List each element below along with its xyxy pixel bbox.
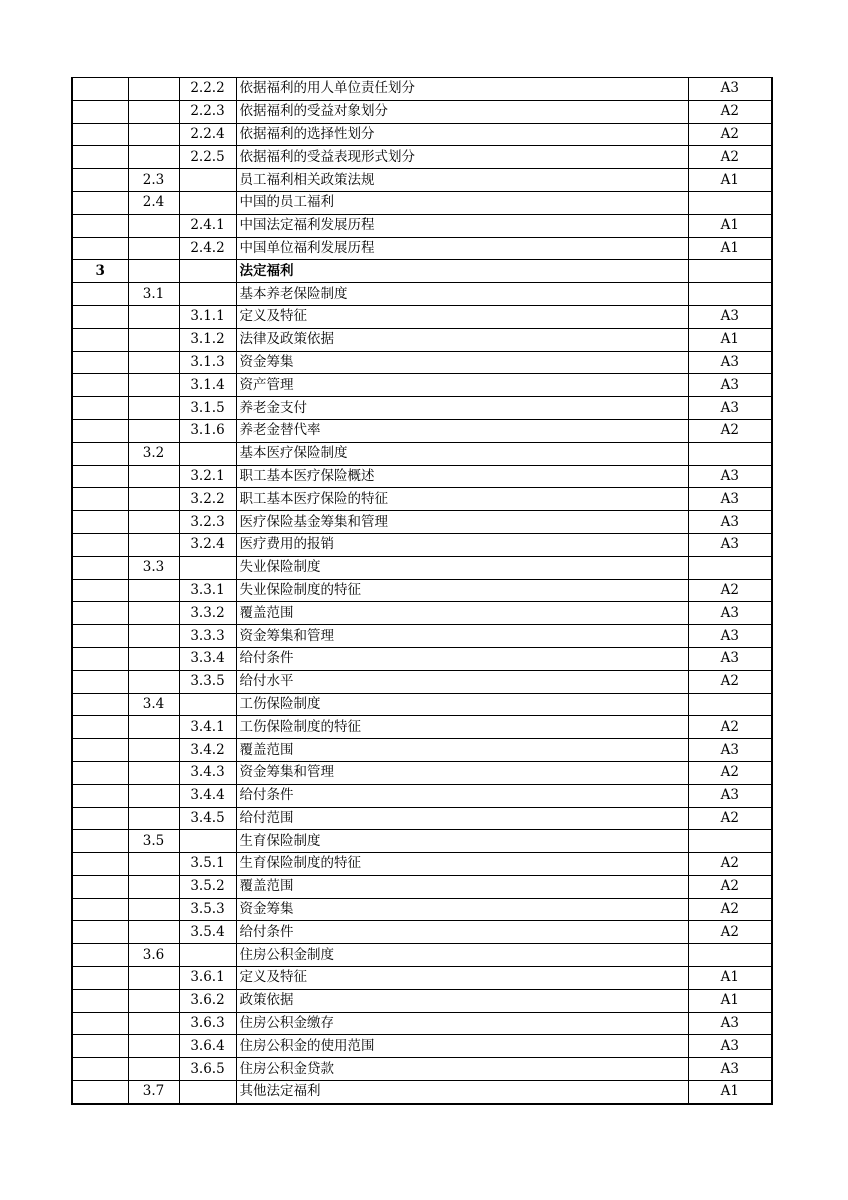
subsection-number-cell: 3.2.3 (179, 511, 236, 534)
section-number-cell (128, 784, 179, 807)
grade-level-cell: A2 (688, 921, 772, 944)
table-row (72, 1012, 772, 1035)
table-row (72, 830, 772, 853)
section-number-cell (128, 100, 179, 123)
subsection-number-cell: 3.3.4 (179, 647, 236, 670)
topic-text-cell: 中国单位福利发展历程 (236, 237, 688, 260)
grade-level-cell: A1 (688, 237, 772, 260)
chapter-number-cell (72, 944, 128, 967)
table-row (72, 921, 772, 944)
grade-level-cell: A2 (688, 875, 772, 898)
grade-level-cell: A1 (688, 214, 772, 237)
grade-level-cell: A2 (688, 670, 772, 693)
table-row (72, 237, 772, 260)
chapter-number-cell (72, 283, 128, 306)
grade-level-cell: A1 (688, 169, 772, 192)
chapter-number-cell (72, 670, 128, 693)
topic-text-cell: 覆盖范围 (236, 875, 688, 898)
topic-text-cell: 资金筹集 (236, 351, 688, 374)
subsection-number-cell: 3.4.5 (179, 807, 236, 830)
subsection-number-cell: 3.6.2 (179, 989, 236, 1012)
chapter-number-cell (72, 442, 128, 465)
table-row (72, 123, 772, 146)
chapter-number-cell (72, 761, 128, 784)
chapter-number-cell (72, 853, 128, 876)
chapter-number-cell (72, 693, 128, 716)
subsection-number-cell: 3.6.1 (179, 967, 236, 990)
table-row (72, 305, 772, 328)
grade-level-cell: A2 (688, 853, 772, 876)
topic-text-cell: 生育保险制度 (236, 830, 688, 853)
section-number-cell (128, 875, 179, 898)
chapter-number-cell (72, 739, 128, 762)
topic-text-cell: 依据福利的受益对象划分 (236, 100, 688, 123)
chapter-number-cell (72, 351, 128, 374)
grade-level-cell: A3 (688, 465, 772, 488)
subsection-number-cell: 3.2.2 (179, 488, 236, 511)
grade-level-cell: A2 (688, 100, 772, 123)
chapter-number-cell (72, 830, 128, 853)
subsection-number-cell: 3.5.4 (179, 921, 236, 944)
topic-text-cell: 给付条件 (236, 921, 688, 944)
table-row (72, 670, 772, 693)
table-row (72, 647, 772, 670)
grade-level-cell: A2 (688, 807, 772, 830)
section-number-cell (128, 739, 179, 762)
table-row (72, 374, 772, 397)
subsection-number-cell: 3.5.2 (179, 875, 236, 898)
table-row (72, 351, 772, 374)
chapter-number-cell (72, 305, 128, 328)
topic-text-cell: 养老金支付 (236, 397, 688, 420)
subsection-number-cell: 3.1.6 (179, 419, 236, 442)
section-number-cell (128, 78, 179, 101)
subsection-number-cell: 2.2.4 (179, 123, 236, 146)
chapter-number-cell (72, 647, 128, 670)
subsection-number-cell: 3.1.5 (179, 397, 236, 420)
subsection-number-cell: 2.4.1 (179, 214, 236, 237)
chapter-number-cell: 3 (72, 260, 128, 283)
section-number-cell: 3.1 (128, 283, 179, 306)
section-number-cell (128, 761, 179, 784)
grade-level-cell: A3 (688, 1012, 772, 1035)
chapter-number-cell (72, 716, 128, 739)
section-number-cell (128, 237, 179, 260)
table-row (72, 328, 772, 351)
chapter-number-cell (72, 237, 128, 260)
table-row (72, 419, 772, 442)
table-row (72, 191, 772, 214)
table-row (72, 442, 772, 465)
grade-level-cell: A3 (688, 1058, 772, 1081)
subsection-number-cell (179, 556, 236, 579)
grade-level-cell (688, 830, 772, 853)
section-number-cell: 3.2 (128, 442, 179, 465)
chapter-number-cell (72, 1081, 128, 1104)
table-row (72, 465, 772, 488)
grade-level-cell: A3 (688, 305, 772, 328)
topic-text-cell: 医疗费用的报销 (236, 533, 688, 556)
table-row (72, 169, 772, 192)
chapter-number-cell (72, 374, 128, 397)
subsection-number-cell: 2.4.2 (179, 237, 236, 260)
grade-level-cell: A1 (688, 967, 772, 990)
topic-text-cell: 资金筹集 (236, 898, 688, 921)
table-row (72, 807, 772, 830)
subsection-number-cell (179, 442, 236, 465)
table-row (72, 944, 772, 967)
chapter-number-cell (72, 465, 128, 488)
topic-text-cell: 法定福利 (236, 260, 688, 283)
section-number-cell (128, 374, 179, 397)
topic-text-cell: 员工福利相关政策法规 (236, 169, 688, 192)
table-row (72, 875, 772, 898)
subsection-number-cell: 3.4.2 (179, 739, 236, 762)
section-number-cell (128, 465, 179, 488)
section-number-cell (128, 146, 179, 169)
section-number-cell: 3.4 (128, 693, 179, 716)
section-number-cell (128, 1012, 179, 1035)
grade-level-cell: A3 (688, 533, 772, 556)
subsection-number-cell: 3.5.1 (179, 853, 236, 876)
table-row (72, 488, 772, 511)
chapter-number-cell (72, 784, 128, 807)
topic-text-cell: 住房公积金的使用范围 (236, 1035, 688, 1058)
subsection-number-cell (179, 260, 236, 283)
topic-text-cell: 资产管理 (236, 374, 688, 397)
chapter-number-cell (72, 100, 128, 123)
chapter-number-cell (72, 807, 128, 830)
section-number-cell (128, 921, 179, 944)
section-number-cell (128, 397, 179, 420)
chapter-number-cell (72, 625, 128, 648)
subsection-number-cell: 3.3.5 (179, 670, 236, 693)
grade-level-cell: A3 (688, 739, 772, 762)
section-number-cell (128, 647, 179, 670)
chapter-number-cell (72, 397, 128, 420)
grade-level-cell: A3 (688, 647, 772, 670)
subsection-number-cell: 2.2.2 (179, 78, 236, 101)
table-row (72, 579, 772, 602)
chapter-number-cell (72, 488, 128, 511)
topic-text-cell: 中国的员工福利 (236, 191, 688, 214)
chapter-number-cell (72, 511, 128, 534)
section-number-cell: 3.3 (128, 556, 179, 579)
table-row (72, 100, 772, 123)
table-row (72, 967, 772, 990)
section-number-cell (128, 123, 179, 146)
subsection-number-cell: 3.4.1 (179, 716, 236, 739)
grade-level-cell: A1 (688, 989, 772, 1012)
subsection-number-cell: 3.1.4 (179, 374, 236, 397)
subsection-number-cell: 3.6.3 (179, 1012, 236, 1035)
topic-text-cell: 政策依据 (236, 989, 688, 1012)
grade-level-cell: A1 (688, 1081, 772, 1104)
section-number-cell (128, 625, 179, 648)
grade-level-cell (688, 944, 772, 967)
topic-text-cell: 覆盖范围 (236, 739, 688, 762)
table-row (72, 739, 772, 762)
topic-text-cell: 给付水平 (236, 670, 688, 693)
grade-level-cell (688, 260, 772, 283)
subsection-number-cell (179, 283, 236, 306)
subsection-number-cell (179, 830, 236, 853)
table-row (72, 989, 772, 1012)
grade-level-cell (688, 693, 772, 716)
subsection-number-cell: 3.2.1 (179, 465, 236, 488)
table-row (72, 761, 772, 784)
chapter-number-cell (72, 533, 128, 556)
chapter-number-cell (72, 556, 128, 579)
topic-text-cell: 职工基本医疗保险的特征 (236, 488, 688, 511)
subsection-number-cell (179, 944, 236, 967)
chapter-number-cell (72, 328, 128, 351)
subsection-number-cell: 3.3.1 (179, 579, 236, 602)
syllabus-table-body (72, 78, 772, 1104)
table-row (72, 716, 772, 739)
subsection-number-cell: 3.1.2 (179, 328, 236, 351)
grade-level-cell (688, 191, 772, 214)
subsection-number-cell: 3.4.3 (179, 761, 236, 784)
table-row (72, 625, 772, 648)
chapter-number-cell (72, 1012, 128, 1035)
subsection-number-cell (179, 191, 236, 214)
table-row (72, 602, 772, 625)
table-row (72, 784, 772, 807)
table-row (72, 260, 772, 283)
table-row (72, 1081, 772, 1104)
section-number-cell (128, 716, 179, 739)
section-number-cell (128, 305, 179, 328)
grade-level-cell: A3 (688, 78, 772, 101)
table-row (72, 1035, 772, 1058)
chapter-number-cell (72, 214, 128, 237)
grade-level-cell: A2 (688, 579, 772, 602)
section-number-cell (128, 1058, 179, 1081)
subsection-number-cell: 3.2.4 (179, 533, 236, 556)
section-number-cell: 3.6 (128, 944, 179, 967)
grade-level-cell: A2 (688, 419, 772, 442)
table-row (72, 511, 772, 534)
subsection-number-cell: 3.5.3 (179, 898, 236, 921)
section-number-cell (128, 1035, 179, 1058)
grade-level-cell: A3 (688, 511, 772, 534)
chapter-number-cell (72, 191, 128, 214)
topic-text-cell: 给付条件 (236, 784, 688, 807)
section-number-cell (128, 898, 179, 921)
topic-text-cell: 职工基本医疗保险概述 (236, 465, 688, 488)
grade-level-cell: A2 (688, 898, 772, 921)
table-row (72, 283, 772, 306)
topic-text-cell: 依据福利的选择性划分 (236, 123, 688, 146)
topic-text-cell: 中国法定福利发展历程 (236, 214, 688, 237)
grade-level-cell: A3 (688, 784, 772, 807)
subsection-number-cell: 3.3.3 (179, 625, 236, 648)
topic-text-cell: 住房公积金贷款 (236, 1058, 688, 1081)
section-number-cell (128, 488, 179, 511)
topic-text-cell: 给付范围 (236, 807, 688, 830)
grade-level-cell: A1 (688, 328, 772, 351)
topic-text-cell: 资金筹集和管理 (236, 761, 688, 784)
chapter-number-cell (72, 579, 128, 602)
table-row (72, 214, 772, 237)
grade-level-cell: A3 (688, 625, 772, 648)
table-row (72, 397, 772, 420)
chapter-number-cell (72, 419, 128, 442)
topic-text-cell: 依据福利的用人单位责任划分 (236, 78, 688, 101)
table-row (72, 146, 772, 169)
subsection-number-cell (179, 169, 236, 192)
grade-level-cell: A3 (688, 374, 772, 397)
topic-text-cell: 生育保险制度的特征 (236, 853, 688, 876)
topic-text-cell: 住房公积金缴存 (236, 1012, 688, 1035)
grade-level-cell: A3 (688, 602, 772, 625)
topic-text-cell: 基本养老保险制度 (236, 283, 688, 306)
table-row (72, 556, 772, 579)
subsection-number-cell: 3.3.2 (179, 602, 236, 625)
subsection-number-cell: 2.2.5 (179, 146, 236, 169)
subsection-number-cell (179, 1081, 236, 1104)
grade-level-cell: A2 (688, 761, 772, 784)
topic-text-cell: 给付条件 (236, 647, 688, 670)
subsection-number-cell: 3.1.1 (179, 305, 236, 328)
subsection-number-cell: 3.6.5 (179, 1058, 236, 1081)
section-number-cell (128, 351, 179, 374)
grade-level-cell: A3 (688, 397, 772, 420)
topic-text-cell: 住房公积金制度 (236, 944, 688, 967)
syllabus-table (71, 77, 773, 1105)
chapter-number-cell (72, 875, 128, 898)
section-number-cell (128, 853, 179, 876)
grade-level-cell (688, 556, 772, 579)
chapter-number-cell (72, 146, 128, 169)
topic-text-cell: 定义及特征 (236, 305, 688, 328)
section-number-cell: 3.5 (128, 830, 179, 853)
grade-level-cell: A3 (688, 488, 772, 511)
topic-text-cell: 失业保险制度的特征 (236, 579, 688, 602)
table-row (72, 1058, 772, 1081)
subsection-number-cell: 3.4.4 (179, 784, 236, 807)
subsection-number-cell: 3.1.3 (179, 351, 236, 374)
grade-level-cell (688, 442, 772, 465)
grade-level-cell: A2 (688, 123, 772, 146)
section-number-cell (128, 214, 179, 237)
section-number-cell: 2.4 (128, 191, 179, 214)
table-row (72, 853, 772, 876)
chapter-number-cell (72, 1035, 128, 1058)
subsection-number-cell: 2.2.3 (179, 100, 236, 123)
subsection-number-cell: 3.6.4 (179, 1035, 236, 1058)
grade-level-cell: A3 (688, 351, 772, 374)
table-row (72, 898, 772, 921)
grade-level-cell: A3 (688, 1035, 772, 1058)
grade-level-cell: A2 (688, 146, 772, 169)
topic-text-cell: 工伤保险制度的特征 (236, 716, 688, 739)
section-number-cell (128, 989, 179, 1012)
section-number-cell (128, 967, 179, 990)
table-row (72, 533, 772, 556)
topic-text-cell: 基本医疗保险制度 (236, 442, 688, 465)
section-number-cell (128, 419, 179, 442)
grade-level-cell (688, 283, 772, 306)
topic-text-cell: 失业保险制度 (236, 556, 688, 579)
table-row (72, 693, 772, 716)
chapter-number-cell (72, 602, 128, 625)
topic-text-cell: 养老金替代率 (236, 419, 688, 442)
section-number-cell (128, 670, 179, 693)
chapter-number-cell (72, 1058, 128, 1081)
chapter-number-cell (72, 967, 128, 990)
chapter-number-cell (72, 123, 128, 146)
section-number-cell (128, 602, 179, 625)
chapter-number-cell (72, 921, 128, 944)
section-number-cell (128, 511, 179, 534)
section-number-cell (128, 260, 179, 283)
table-row (72, 78, 772, 101)
topic-text-cell: 法律及政策依据 (236, 328, 688, 351)
topic-text-cell: 工伤保险制度 (236, 693, 688, 716)
topic-text-cell: 依据福利的受益表现形式划分 (236, 146, 688, 169)
topic-text-cell: 覆盖范围 (236, 602, 688, 625)
section-number-cell (128, 579, 179, 602)
topic-text-cell: 资金筹集和管理 (236, 625, 688, 648)
chapter-number-cell (72, 169, 128, 192)
section-number-cell (128, 807, 179, 830)
grade-level-cell: A2 (688, 716, 772, 739)
topic-text-cell: 医疗保险基金筹集和管理 (236, 511, 688, 534)
chapter-number-cell (72, 78, 128, 101)
section-number-cell (128, 533, 179, 556)
chapter-number-cell (72, 989, 128, 1012)
section-number-cell: 3.7 (128, 1081, 179, 1104)
chapter-number-cell (72, 898, 128, 921)
topic-text-cell: 其他法定福利 (236, 1081, 688, 1104)
topic-text-cell: 定义及特征 (236, 967, 688, 990)
section-number-cell (128, 328, 179, 351)
section-number-cell: 2.3 (128, 169, 179, 192)
subsection-number-cell (179, 693, 236, 716)
